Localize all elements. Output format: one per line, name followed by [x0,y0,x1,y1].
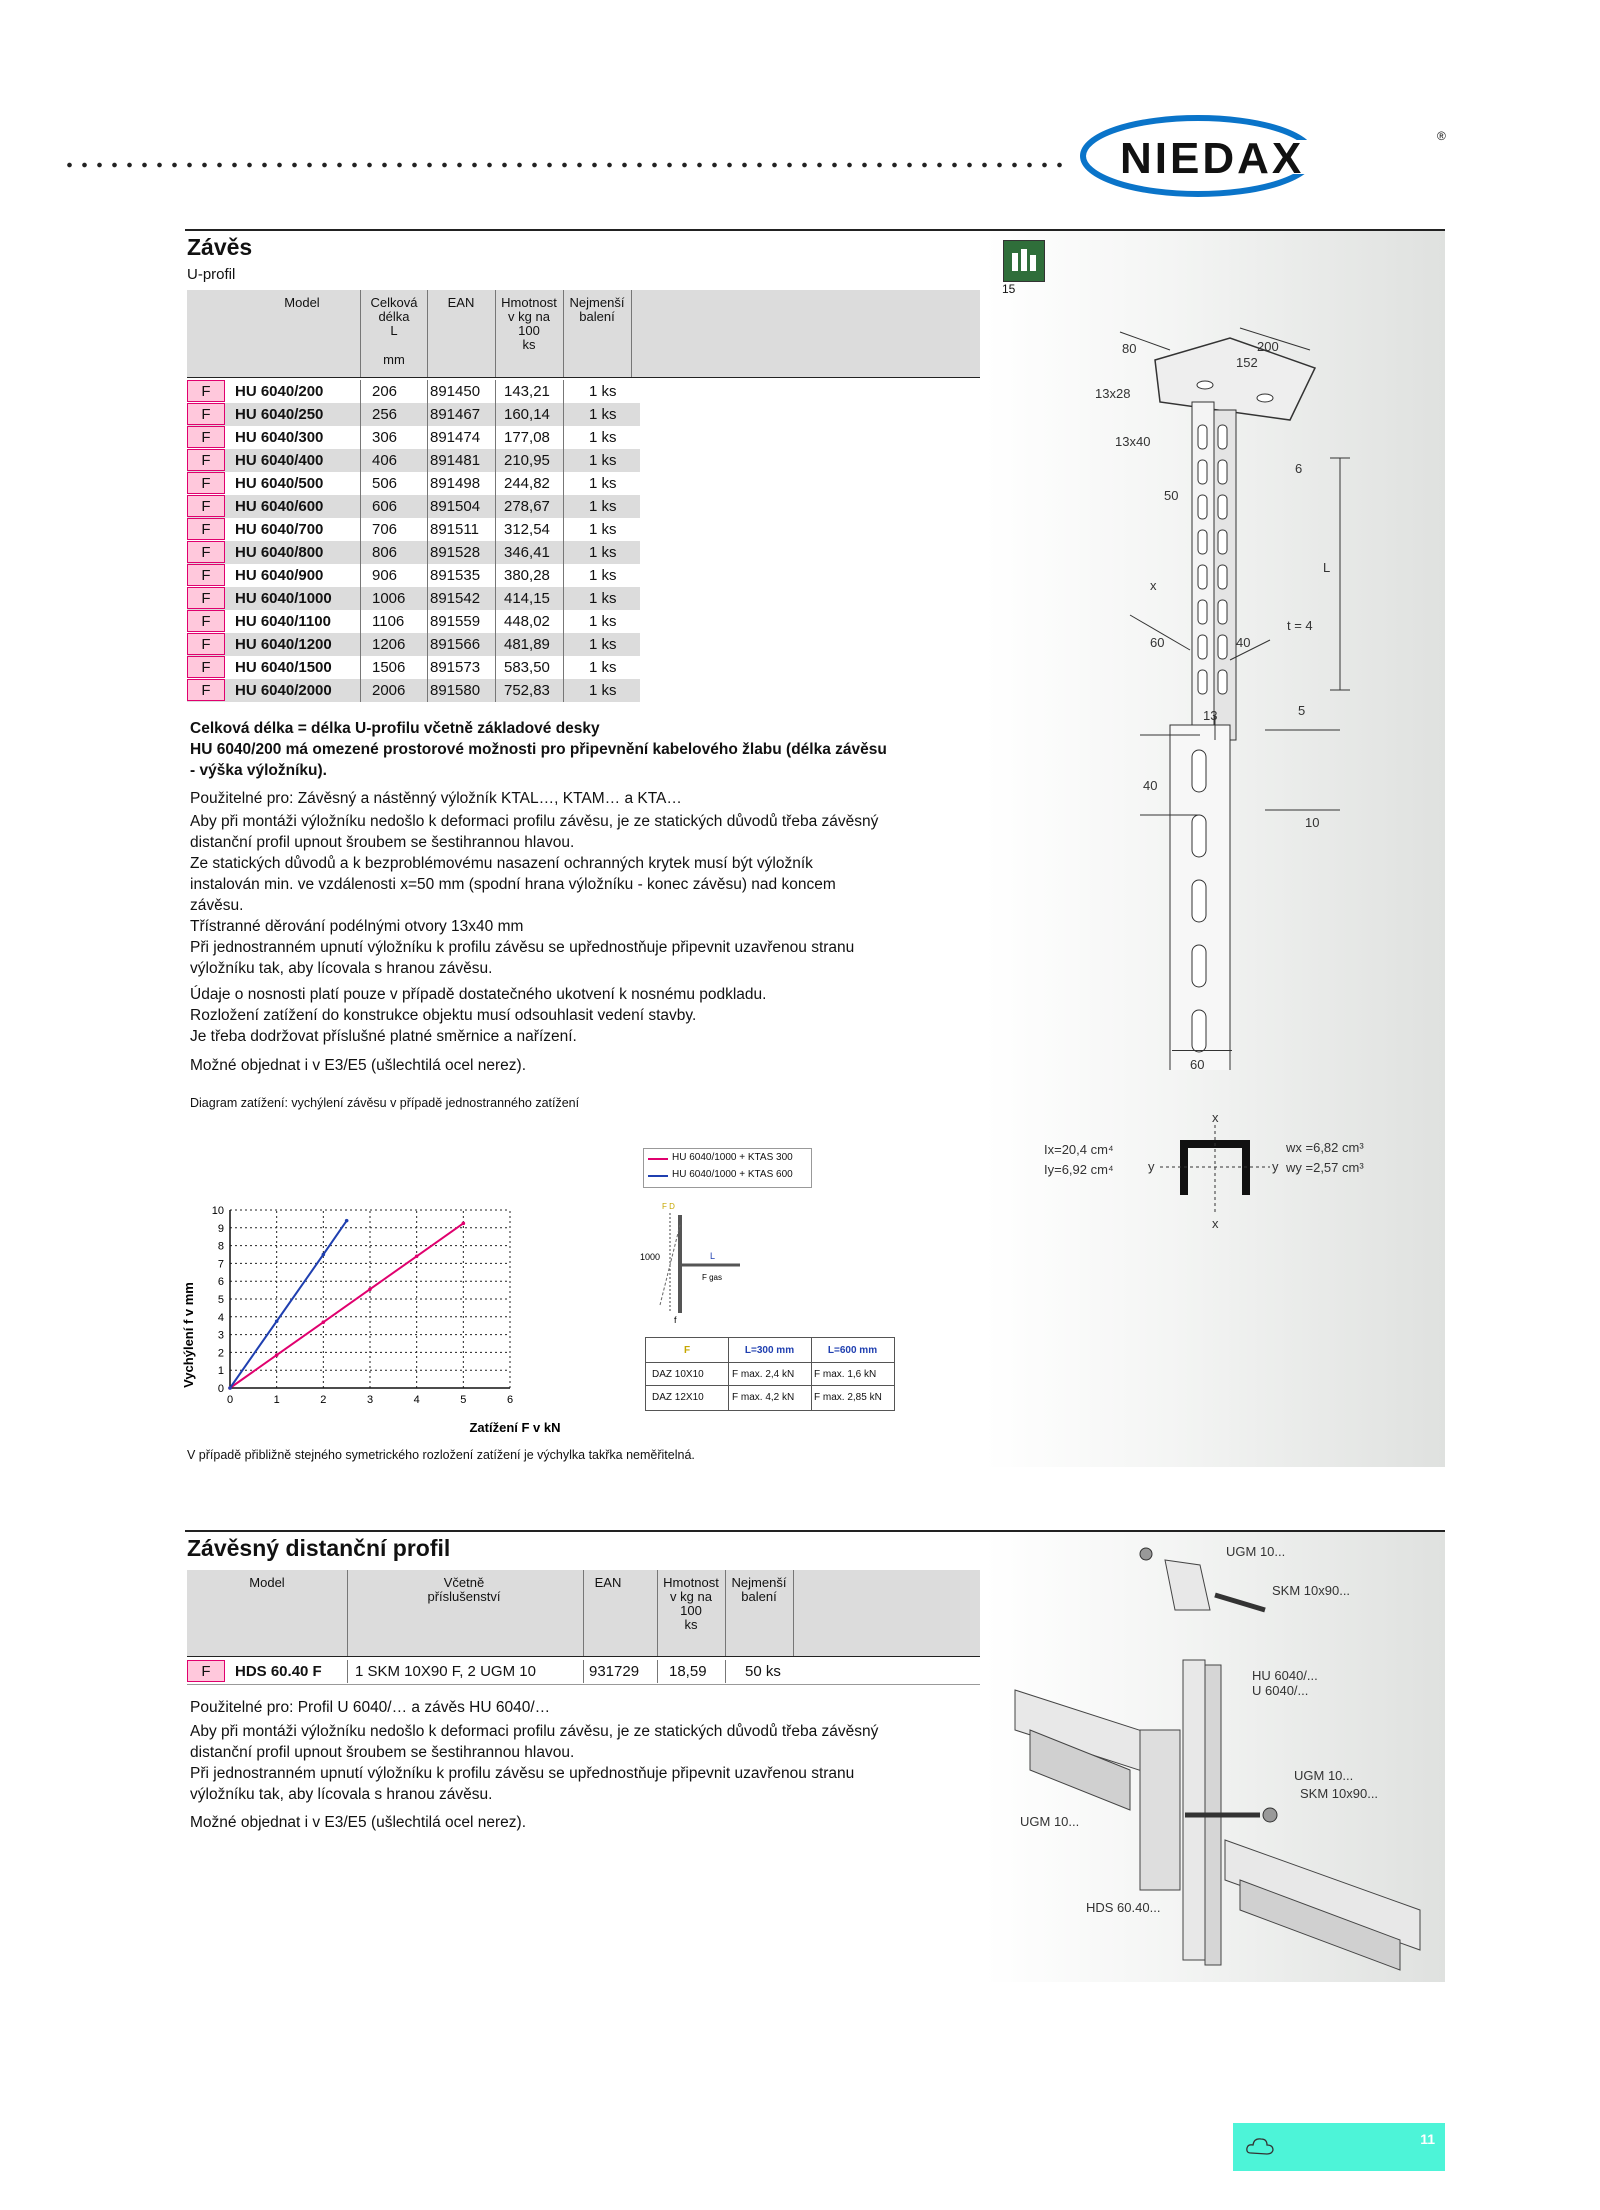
th-model: Model [284,295,320,310]
svg-text:Ix=20,4 cm⁴: Ix=20,4 cm⁴ [1044,1142,1114,1157]
chart-ylabel: Vychýlení f v mm [181,1282,196,1388]
column-divider [563,587,564,610]
svg-text:40: 40 [1236,635,1251,650]
cell-length: 706 [372,521,398,538]
section-subtitle: U-profil [187,266,236,283]
svg-text:60: 60 [1150,635,1165,650]
cell-ean: 891535 [430,567,481,584]
finish-badge: F [187,633,225,655]
column-divider [495,426,496,449]
svg-text:y: y [1148,1159,1155,1174]
data-point [228,1386,232,1390]
data-point [275,1353,279,1357]
finish-badge: F [187,679,225,701]
cell-weight: 278,67 [504,498,550,515]
th-model: Model [249,1575,285,1590]
text-line: závěsu. [190,897,244,914]
cell-length: 1006 [372,590,406,607]
text-line: Rozložení zatížení do konstrukce objektu musí odsouhlasit vedení stavby. [190,1007,697,1024]
x-tick-label: 1 [273,1394,280,1406]
column-divider [360,518,361,541]
column-divider [427,472,428,495]
svg-text:152: 152 [1236,355,1258,370]
legend-swatch [648,1175,668,1177]
x-tick-label: 0 [226,1394,234,1406]
usage-text: Použitelné pro: Závěsný a nástěnný výložník KTAL…, KTAM… a KTA… [190,790,682,807]
text-line: Možné objednat i v E3/E5 (ušlechtilá ocel nerez). [190,1057,527,1074]
cell-length: 256 [372,406,398,423]
finish-badge: F [187,403,225,425]
svg-text:y: y [1272,1159,1279,1174]
finish-badge: F [187,472,225,494]
th-weight: Hmotnost v kg na 100 ks [663,1575,719,1632]
table-header [187,1570,980,1656]
text-line: Aby při montáži výložníku nedošlo k deformaci profilu závěsu, je ze statických důvodů třeba závěsný [190,813,879,830]
cell-packing: 1 ks [589,590,617,607]
cell-ean: 891504 [430,498,481,515]
cell-weight: 177,08 [504,429,550,446]
finish-badge: F [187,541,225,563]
cell-packing: 1 ks [589,429,617,446]
x-tick-label: 2 [320,1394,327,1406]
column-divider [360,426,361,449]
table-row [187,1660,980,1683]
cell-weight: 380,28 [504,567,550,584]
svg-text:13x28: 13x28 [1095,386,1131,401]
svg-text:5: 5 [1298,703,1306,718]
hanger-technical-drawing [1040,310,1360,1070]
column-divider [360,656,361,679]
header-dotted-line [62,160,1062,170]
cell-length: 606 [372,498,398,515]
text-line: Údaje o nosnosti platí pouze v případě dostatečného ukotvení k nosnému podkladu. [190,986,767,1003]
cell-length: 306 [372,429,398,446]
cell-ean: 891528 [430,544,481,561]
data-point [462,1222,466,1226]
finish-badge: F [187,518,225,540]
column-divider [563,495,564,518]
svg-text:F D: F D [662,1202,675,1211]
y-tick-label: 8 [217,1240,224,1253]
svg-text:13: 13 [1203,708,1218,723]
cell-ean: 891559 [430,613,481,630]
column-divider [360,610,361,633]
table-row [187,587,640,610]
y-tick-label: 0 [217,1383,224,1395]
cell-weight: 143,21 [504,383,550,400]
svg-text:SKM 10x90...: SKM 10x90... [1300,1786,1379,1801]
cell-accessories: 1 SKM 10X90 F, 2 UGM 10 [355,1663,536,1680]
load-inset-drawing [640,1195,760,1325]
table-row [187,564,640,587]
cell-weight: 481,89 [504,636,550,653]
cell-model: HU 6040/300 [235,429,324,446]
svg-text:f: f [674,1315,677,1325]
column-divider [495,449,496,472]
column-divider [427,495,428,518]
cell-length: 1506 [372,659,406,676]
cell-packing: 1 ks [589,406,617,423]
column-divider [563,610,564,633]
data-point [368,1287,372,1291]
svg-text:t = 4: t = 4 [1287,618,1313,633]
load-table: F L=300 mm L=600 mm DAZ 10X10 F max. 2,4 kN F max. 1,6 kN DAZ 12X10 F max. 4,2 kN F max. 2,85 kN [645,1337,895,1411]
table-row [187,426,640,449]
column-divider [563,449,564,472]
cell-length: 206 [372,383,398,400]
finish-badge: F [187,610,225,632]
cell-ean: 891580 [430,682,481,699]
data-point [322,1320,326,1324]
cell-weight: 160,14 [504,406,550,423]
table-row [187,495,640,518]
column-divider [427,380,428,403]
finish-badge: F [187,426,225,448]
finish-badge: F [187,587,225,609]
column-divider [427,518,428,541]
column-divider [495,633,496,656]
table-header [187,290,980,377]
cell-ean: 891481 [430,452,481,469]
text-line: Při jednostranném upnutí výložníku k profilu závěsu se upřednostňuje připevnit uzavřenou stranu [190,1765,855,1782]
cell-model: HU 6040/200 [235,383,324,400]
finish-badge: F [187,656,225,678]
column-divider [360,633,361,656]
svg-text:SKM 10x90...: SKM 10x90... [1272,1583,1351,1598]
chart-footnote: V případě přibližně stejného symetrického rozložení zatížení je výchylka takřka neměřitelná. [187,1448,695,1462]
column-divider [495,403,496,426]
text-line: distanční profil upnout šroubem se šestihrannou hlavou. [190,1744,575,1761]
data-point [275,1319,279,1323]
svg-text:L: L [710,1251,716,1261]
y-tick-label: 1 [217,1365,224,1378]
text-line: výložníku tak, aby lícovala s hranou závěsu. [190,1786,493,1803]
note-bold-3: - výška výložníku). [190,762,327,779]
column-divider [360,495,361,518]
cell-model: HU 6040/500 [235,475,324,492]
text-line: výložníku tak, aby lícovala s hranou závěsu. [190,960,493,977]
cell-model: HU 6040/800 [235,544,324,561]
y-tick-label: 10 [211,1205,224,1217]
cell-ean: 891566 [430,636,481,653]
x-tick-label: 5 [460,1394,467,1406]
column-divider [563,656,564,679]
column-divider [427,426,428,449]
table-row [187,403,640,426]
table-row [187,610,640,633]
svg-text:L: L [1323,560,1331,575]
cell-weight: 583,50 [504,659,550,676]
dimension-line [1172,1050,1232,1051]
cell-ean: 891467 [430,406,481,423]
column-divider [495,495,496,518]
chart-legend [643,1148,812,1188]
th-accessories: Včetně příslušenství [427,1575,501,1604]
column-divider [427,403,428,426]
x-tick-label: 4 [413,1394,420,1406]
y-tick-label: 3 [217,1329,224,1342]
column-divider [563,518,564,541]
y-tick-label: 4 [217,1311,224,1324]
svg-text:Iy=6,92 cm⁴: Iy=6,92 cm⁴ [1044,1162,1114,1177]
y-tick-label: 5 [217,1294,224,1306]
cell-weight: 312,54 [504,521,550,538]
column-divider [360,380,361,403]
row-rule [187,1684,980,1685]
table-header-rule [187,377,980,378]
cell-ean: 891511 [430,521,479,538]
deflection-chart [160,1130,630,1440]
cell-model: HU 6040/400 [235,452,324,469]
cell-packing: 1 ks [589,521,617,538]
svg-text:®: ® [1437,129,1446,143]
column-divider [360,541,361,564]
section-title: Závěsný distanční profil [187,1535,451,1561]
cell-packing: 1 ks [589,567,617,584]
column-divider [495,587,496,610]
column-divider [495,541,496,564]
column-divider [563,426,564,449]
cell-packing: 1 ks [589,636,617,653]
column-divider [360,403,361,426]
svg-text:F gas: F gas [702,1273,723,1282]
cell-length: 506 [372,475,398,492]
svg-text:x: x [1212,1216,1219,1230]
column-divider [427,587,428,610]
assembly-drawing [1000,1540,1440,1980]
cell-weight: 752,83 [504,682,550,699]
table-row [187,449,640,472]
series-line [230,1221,347,1388]
legend-swatch [648,1158,668,1160]
svg-text:HU 6040/...: HU 6040/... [1252,1668,1318,1683]
column-divider [427,610,428,633]
text-line: Při jednostranném upnutí výložníku k profilu závěsu se upřednostňuje připevnit uzavřenou stranu [190,939,855,956]
cell-packing: 1 ks [589,682,617,699]
y-tick-label: 7 [217,1258,224,1271]
cell-length: 1106 [372,613,405,630]
cell-length: 906 [372,567,398,584]
usage-text: Použitelné pro: Profil U 6040/… a závěs HU 6040/… [190,1699,551,1716]
cross-section-drawing [1040,1110,1400,1230]
cell-model: HU 6040/900 [235,567,324,584]
cell-ean: 891542 [430,590,481,607]
column-divider [563,564,564,587]
svg-text:80: 80 [1122,341,1137,356]
x-tick-label: 6 [506,1394,514,1406]
cell-length: 1206 [372,636,406,653]
column-divider [495,656,496,679]
th-length: Celková délka L mm [370,295,418,367]
text-line: Možné objednat i v E3/E5 (ušlechtilá ocel nerez). [190,1814,527,1831]
th-ean: EAN [447,295,475,310]
svg-text:wy =2,57 cm³: wy =2,57 cm³ [1286,1160,1364,1175]
column-divider [427,564,428,587]
dim-60: 60 [1190,1057,1205,1072]
column-divider [427,656,428,679]
svg-text:200: 200 [1257,339,1279,354]
cloud-icon [1245,2133,1275,2159]
column-divider [427,541,428,564]
column-divider [563,403,564,426]
chart-xlabel: Zatížení F v kN [469,1420,561,1435]
cell-weight: 244,82 [504,475,550,492]
svg-text:UGM 10...: UGM 10... [1294,1768,1354,1783]
cell-model: HU 6040/1000 [235,590,332,607]
svg-text:50: 50 [1164,488,1179,503]
finish-badge: F [187,449,225,471]
cell-weight: 18,59 [669,1663,707,1680]
cell-packing: 1 ks [589,659,617,676]
column-divider [563,380,564,403]
cell-ean: 931729 [589,1663,640,1680]
cell-length: 2006 [372,682,406,699]
y-tick-label: 6 [217,1276,224,1289]
cell-model: HU 6040/1500 [235,659,332,676]
table-row [187,656,640,679]
text-line: Je třeba dodržovat příslušné platné směrnice a nařízení. [190,1028,577,1045]
y-tick-label: 9 [217,1222,224,1235]
cell-weight: 414,15 [504,590,550,607]
svg-text:x: x [1150,578,1157,593]
cell-packing: 1 ks [589,475,617,492]
column-divider [360,472,361,495]
page-number: 11 [1420,2131,1435,2147]
column-divider [563,679,564,702]
table-row [187,472,640,495]
svg-text:U 6040/...: U 6040/... [1252,1683,1309,1698]
series-line [230,1223,463,1388]
cell-model: HU 6040/2000 [235,682,332,699]
column-divider [495,518,496,541]
text-line: Ze statických důvodů a k bezproblémovému nasazení ochranných krytek musí být výložník [190,855,813,872]
column-divider [495,564,496,587]
cell-packing: 1 ks [589,498,617,515]
svg-text:NIEDAX: NIEDAX [1120,134,1305,183]
column-divider [360,449,361,472]
column-divider [563,541,564,564]
column-divider [360,679,361,702]
note-bold-2: HU 6040/200 má omezené prostorové možnosti pro připevnění kabelového žlabu (délka závěsu [190,741,887,758]
table-row [187,633,640,656]
icon-number: 15 [1002,282,1016,296]
table-row [187,380,640,403]
column-divider [563,472,564,495]
note-bold-1: Celková délka = délka U-profilu včetně základové desky [190,720,600,737]
column-divider [427,679,428,702]
text-line: distanční profil upnout šroubem se šestihrannou hlavou. [190,834,575,851]
column-divider [495,610,496,633]
finish-badge: F [187,495,225,517]
cell-packing: 1 ks [589,452,617,469]
th-packing: Nejmenší balení [731,1575,787,1604]
y-tick-label: 2 [217,1347,224,1360]
th-packing: Nejmenší balení [569,295,625,324]
column-divider [360,587,361,610]
svg-text:x: x [1212,1110,1219,1125]
cell-model: HU 6040/1100 [235,613,331,630]
column-divider [427,449,428,472]
data-point [322,1253,326,1257]
cell-weight: 448,02 [504,613,550,630]
table-row [187,518,640,541]
niedax-logo [1080,112,1450,217]
page-footer-tab [1233,2123,1445,2171]
cell-length: 406 [372,452,398,469]
svg-text:UGM 10...: UGM 10... [1020,1814,1080,1829]
legend-entry: HU 6040/1000 + KTAS 600 [672,1169,793,1180]
cell-packing: 50 ks [745,1663,781,1680]
column-divider [563,633,564,656]
diagram-caption: Diagram zatížení: vychýlení závěsu v případě jednostranného zatížení [190,1096,580,1110]
cell-model: HU 6040/700 [235,521,324,538]
th-weight: Hmotnost v kg na 100 ks [501,295,557,352]
finish-badge: F [187,1660,225,1682]
svg-text:13x40: 13x40 [1115,434,1151,449]
text-line: instalován min. ve vzdálenosti x=50 mm (spodní hrana výložníku - konec závěsu) nad koncem [190,876,836,893]
cell-ean: 891498 [430,475,481,492]
section-title: Závěs [187,234,253,260]
column-divider [427,633,428,656]
svg-text:10: 10 [1305,815,1320,830]
table-row [187,679,640,702]
cell-packing: 1 ks [589,613,617,630]
cell-model: HU 6040/1200 [235,636,332,653]
svg-text:UGM 10...: UGM 10... [1226,1544,1286,1559]
text-line: Třístranné děrování podélnými otvory 13x40 mm [190,918,524,935]
column-divider [495,679,496,702]
install-type-icon [1003,240,1045,282]
finish-badge: F [187,380,225,402]
column-divider [495,380,496,403]
cell-ean: 891573 [430,659,481,676]
x-tick-label: 3 [366,1394,374,1406]
svg-text:1000: 1000 [640,1252,661,1262]
data-point [345,1219,349,1223]
data-point [415,1254,419,1258]
cell-model: HDS 60.40 F [235,1663,322,1680]
cell-packing: 1 ks [589,383,617,400]
cell-length: 806 [372,544,398,561]
svg-text:wx =6,82 cm³: wx =6,82 cm³ [1286,1140,1364,1155]
column-divider [360,564,361,587]
cell-packing: 1 ks [589,544,617,561]
cell-ean: 891450 [430,383,481,400]
cell-ean: 891474 [430,429,481,446]
cell-weight: 346,41 [504,544,550,561]
text-line: Aby při montáži výložníku nedošlo k deformaci profilu závěsu, je ze statických důvodů třeba závěsný [190,1723,879,1740]
legend-entry: HU 6040/1000 + KTAS 300 [672,1152,793,1163]
finish-badge: F [187,564,225,586]
table-header-rule [187,1656,980,1657]
cell-model: HU 6040/600 [235,498,324,515]
cell-weight: 210,95 [504,452,550,469]
cell-model: HU 6040/250 [235,406,324,423]
column-divider [495,472,496,495]
svg-text:40: 40 [1143,778,1158,793]
svg-text:HDS 60.40...: HDS 60.40... [1086,1900,1161,1915]
th-ean: EAN [594,1575,622,1590]
svg-text:6: 6 [1295,461,1303,476]
table-row [187,541,640,564]
